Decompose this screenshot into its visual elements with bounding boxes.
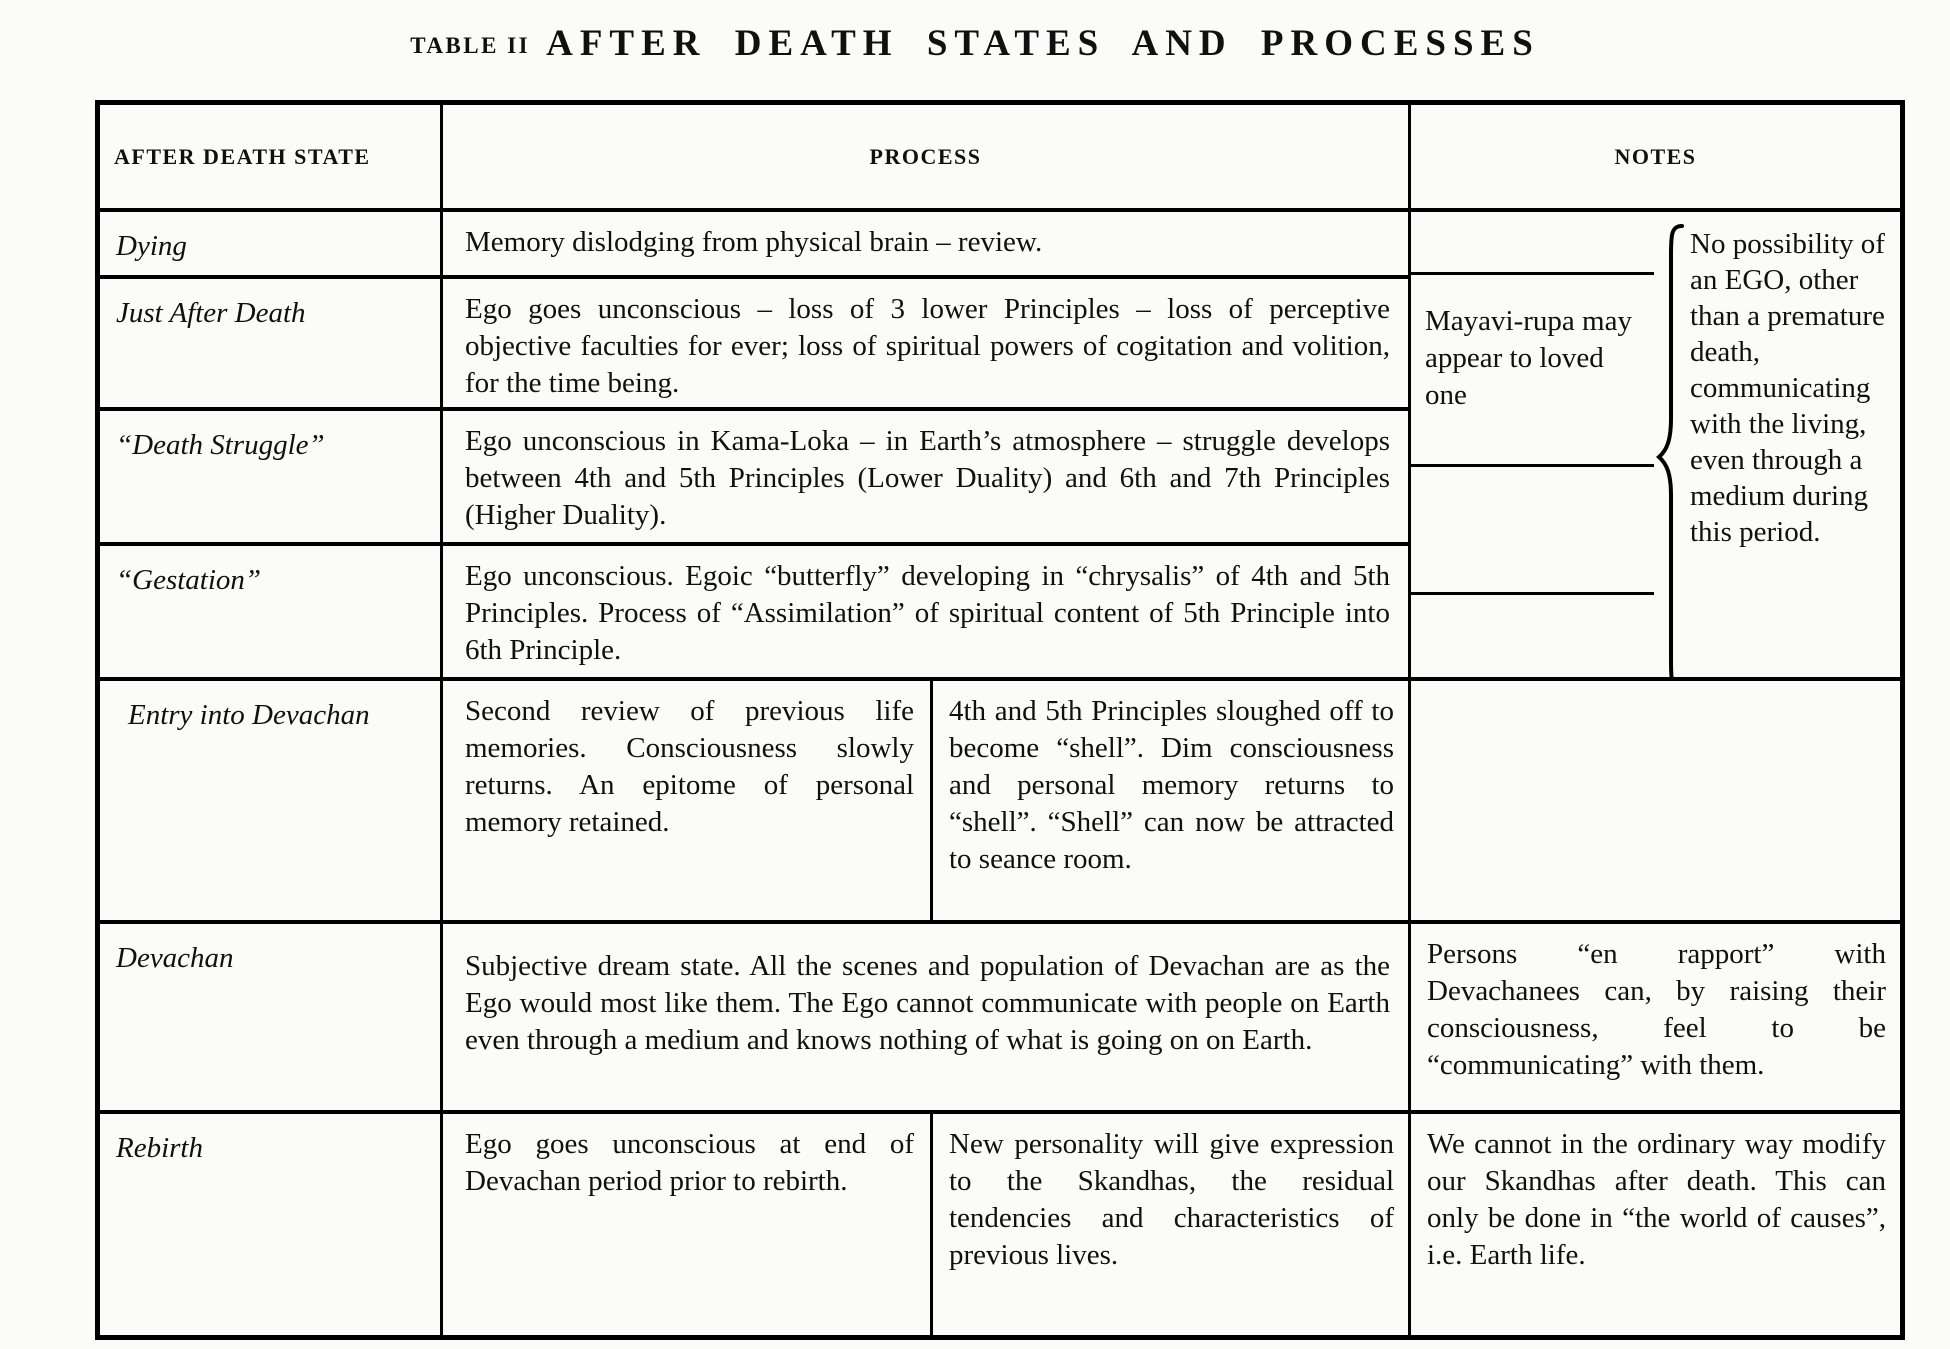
process-cell-death-struggle: Ego unconscious in Kama-Loka – in Earth’s atmosphere – struggle develops between 4th and 5th Principles (Lower Duality) and 6th and 7th Principles (Higher Duality). <box>440 407 1408 542</box>
header-notes: NOTES <box>1408 105 1900 208</box>
process-cell-rebirth-left: Ego goes unconscious at end of Devachan period prior to rebirth. <box>465 1128 914 1197</box>
notes-cell-death-struggle-empty <box>1411 467 1654 595</box>
notes-cell-devachan: Persons “en rapport” with Devachanees can, by raising their consciousness, feel to be “communicating” with them. <box>1408 920 1900 1110</box>
state-cell-gestation: “Gestation” <box>100 542 440 677</box>
table-number: TABLE II <box>410 33 531 58</box>
state-cell-just-after-death: Just After Death <box>100 275 440 407</box>
notes-cell-mayavi: Mayavi-rupa may appear to loved one <box>1411 275 1654 467</box>
page-title <box>0 22 1950 65</box>
process-cell-rebirth <box>440 1110 1408 1335</box>
process-cell-gestation: Ego unconscious. Egoic “butterfly” developing in “chrysalis” of 4th and 5th Principles. Process of “Assimilation” of spiritual content of 5th Principle into 6th Principle. <box>440 542 1408 677</box>
table-title: AFTER DEATH STATES AND PROCESSES <box>546 23 1540 64</box>
notes-cell-rebirth: We cannot in the ordinary way modify our Skandhas after death. This can only be done in “the world of causes”, i.e. Earth life. <box>1408 1110 1900 1335</box>
process-cell-entry-left: Second review of previous life memories. Consciousness slowly returns. An epitome of personal memory retained. <box>465 695 914 838</box>
header-after-death-state: AFTER DEATH STATE <box>114 143 371 169</box>
notes-cell-dying-empty <box>1411 212 1654 275</box>
process-cell-dying: Memory dislodging from physical brain – review. <box>440 208 1408 275</box>
side-note-group <box>1654 212 1900 677</box>
grouping-brace-icon <box>1654 220 1686 677</box>
process-cell-just-after-death: Ego goes unconscious – loss of 3 lower Principles – loss of perceptive objective faculties for ever; loss of spiritual powers of cogitation and volition, for the time being. <box>440 275 1408 407</box>
state-cell-devachan: Devachan <box>100 920 440 1110</box>
notes-cell-entry-empty <box>1408 677 1900 920</box>
state-cell-death-struggle: “Death Struggle” <box>100 407 440 542</box>
after-death-table <box>95 100 1905 1340</box>
state-cell-dying: Dying <box>100 208 440 275</box>
process-cell-entry-right: 4th and 5th Principles sloughed off to become “shell”. Dim consciousness and personal memory returns to “shell”. “Shell” can now be attracted to seance room. <box>930 681 1408 920</box>
process-cell-devachan: Subjective dream state. All the scenes and population of Devachan are as the Ego would most like them. The Ego cannot communicate with people on Earth even through a medium and knows nothing of what is going on on Earth. <box>440 920 1408 1110</box>
side-note-text: No possibility of an EGO, other than a premature death, communicating with the living, even through a medium during this period. <box>1690 228 1885 548</box>
notes-subcolumn <box>1411 212 1654 677</box>
process-cell-entry-into-devachan <box>440 677 1408 920</box>
header-process: PROCESS <box>440 105 1408 208</box>
process-cell-rebirth-right: New personality will give expression to the Skandhas, the residual tendencies and characteristics of previous lives. <box>930 1114 1408 1335</box>
state-cell-entry-into-devachan: Entry into Devachan <box>100 677 440 920</box>
state-cell-rebirth: Rebirth <box>100 1110 440 1335</box>
notes-cell-gestation-empty <box>1411 595 1654 677</box>
notes-group-rows-1-4 <box>1408 208 1900 677</box>
